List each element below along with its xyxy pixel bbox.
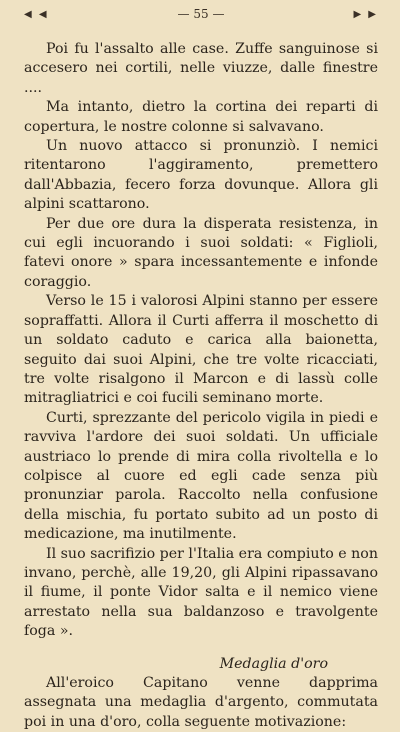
closing-paragraph: All'eroico Capitano venne dapprima assegnata una medaglia d'argento, commutata poi in una d'oro, colla seguente motivazione: bbox=[24, 675, 378, 730]
next-page-arrows[interactable]: ▶ ▶ bbox=[353, 8, 378, 20]
page-number: — 55 — bbox=[177, 7, 225, 21]
body-text bbox=[24, 40, 378, 732]
paragraph: Poi fu l'assalto alle case. Zuffe sanguinose si accesero nei cortili, nelle viuzze, dalle finestre .... bbox=[24, 41, 378, 96]
page-header bbox=[24, 6, 378, 22]
paragraph: Il suo sacrifizio per l'Italia era compiuto e non invano, perchè, alle 19,20, gli Alpini ripassavano il fiume, il ponte Vidor salta e il nemico viene arrestato nella sua baldanzoso e travolgente foga ». bbox=[24, 545, 378, 640]
paragraph: Per due ore dura la disperata resistenza, in cui egli incuorando i suoi soldati: « Figlioli, fatevi onore » spara incessantemente e infonde coraggio. bbox=[24, 215, 378, 290]
paragraph: Un nuovo attacco si pronunziò. I nemici ritentarono l'aggiramento, premettero dall'Abbazia, fecero forza dovunque. Allora gli alpini scattarono. bbox=[24, 138, 378, 213]
paragraph: Ma intanto, dietro la cortina dei reparti di copertura, le nostre colonne si salvavano. bbox=[24, 99, 378, 135]
section-title: Medaglia d'oro bbox=[219, 655, 328, 672]
paragraph: Verso le 15 i valorosi Alpini stanno per essere sopraffatti. Allora il Curti afferra il moschetto di un soldato caduto e carica alla baionetta, seguito dai suoi Alpini, che tre volte ricacciati, tre volte risalgono il Marcon e di lassù colle mitragliatrici e coi fucili seminano morte. bbox=[24, 293, 378, 407]
paragraph: Curti, sprezzante del pericolo vigila in piedi e ravviva l'ardore dei suoi soldati. Un ufficiale austriaco lo prende di mira colla rivoltella e lo colpisce al cuore ed egli cade senza più pronunziar parola. Raccolto nella confusione della mischia, fu portato subito ad un posto di medicazione, ma inutilmente. bbox=[24, 409, 378, 543]
previous-page-arrows[interactable]: ◀ ◀ bbox=[24, 8, 49, 20]
